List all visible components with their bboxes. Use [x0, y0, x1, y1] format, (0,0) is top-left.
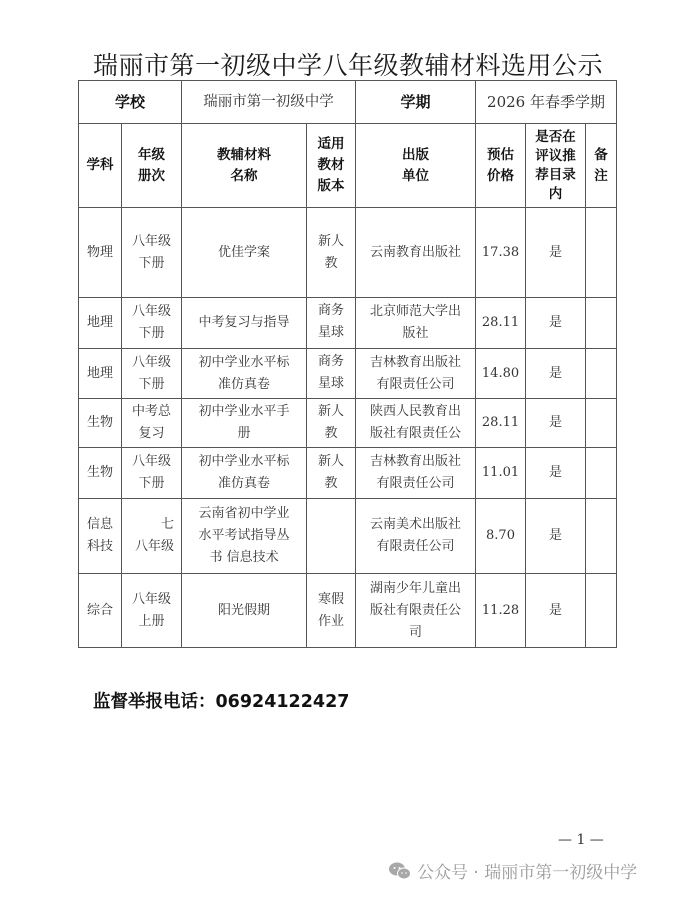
cell-name: 初中学业水平标 准仿真卷 [182, 349, 307, 399]
table-row [79, 349, 617, 399]
cell-note [586, 298, 617, 349]
cell-publisher: 云南美术出版社 有限责任公司 [356, 499, 476, 574]
col-edition: 适用 教材 版本 [307, 124, 356, 208]
cell-note [586, 448, 617, 499]
cell-subject: 地理 [79, 298, 122, 349]
cell-price: 28.11 [476, 298, 526, 349]
cell-subject: 综合 [79, 574, 122, 648]
cell-price: 17.38 [476, 208, 526, 298]
cell-recommended: 是 [526, 349, 586, 399]
school-value: 瑞丽市第一初级中学 [182, 81, 356, 124]
table-row [79, 448, 617, 499]
cell-name: 阳光假期 [182, 574, 307, 648]
cell-subject: 物理 [79, 208, 122, 298]
cell-grade: 八年级 下册 [122, 349, 182, 399]
info-row [79, 81, 617, 124]
cell-edition: 商务 星球 [307, 349, 356, 399]
cell-grade: 八年级 上册 [122, 574, 182, 648]
cell-edition: 新人 教 [307, 208, 356, 298]
cell-note [586, 208, 617, 298]
cell-price: 14.80 [476, 349, 526, 399]
cell-subject: 地理 [79, 349, 122, 399]
cell-price: 11.28 [476, 574, 526, 648]
cell-edition: 新人 教 [307, 448, 356, 499]
wechat-icon [389, 862, 411, 880]
cell-grade: 七 八年级 [122, 499, 182, 574]
cell-edition: 商务 星球 [307, 298, 356, 349]
col-publisher: 出版 单位 [356, 124, 476, 208]
cell-recommended: 是 [526, 298, 586, 349]
column-header-row [79, 124, 617, 208]
col-recommended: 是否在 评议推 荐目录 内 [526, 124, 586, 208]
col-name: 教辅材料 名称 [182, 124, 307, 208]
cell-edition: 寒假 作业 [307, 574, 356, 648]
cell-publisher: 陕西人民教育出 版社有限责任公 [356, 399, 476, 448]
cell-price: 8.70 [476, 499, 526, 574]
cell-name: 初中学业水平标 准仿真卷 [182, 448, 307, 499]
col-price: 预估 价格 [476, 124, 526, 208]
cell-recommended: 是 [526, 208, 586, 298]
cell-note [586, 349, 617, 399]
cell-recommended: 是 [526, 399, 586, 448]
cell-recommended: 是 [526, 574, 586, 648]
col-grade: 年级 册次 [122, 124, 182, 208]
table-row [79, 499, 617, 574]
table-row [79, 208, 617, 298]
cell-grade: 中考总 复习 [122, 399, 182, 448]
page-number: — 1 — [558, 832, 604, 848]
cell-edition: 新人 教 [307, 399, 356, 448]
cell-publisher: 北京师范大学出 版社 [356, 298, 476, 349]
cell-name: 云南省初中学业 水平考试指导丛 书 信息技术 [182, 499, 307, 574]
school-label: 学校 [79, 81, 182, 124]
col-note: 备 注 [586, 124, 617, 208]
col-subject: 学科 [79, 124, 122, 208]
page-title: 瑞丽市第一初级中学八年级教辅材料选用公示 [92, 51, 603, 80]
hotline-text: 监督举报电话：06924122427 [93, 692, 350, 712]
cell-price: 28.11 [476, 399, 526, 448]
cell-subject: 信息 科技 [79, 499, 122, 574]
cell-note [586, 574, 617, 648]
cell-publisher: 吉林教育出版社 有限责任公司 [356, 448, 476, 499]
cell-name: 优佳学案 [182, 208, 307, 298]
table-row [79, 574, 617, 648]
cell-publisher: 湖南少年儿童出 版社有限责任公 司 [356, 574, 476, 648]
cell-recommended: 是 [526, 448, 586, 499]
cell-publisher: 云南教育出版社 [356, 208, 476, 298]
table-row [79, 399, 617, 448]
term-value: 2026 年春季学期 [476, 81, 617, 124]
table-row [79, 298, 617, 349]
materials-table [78, 80, 617, 648]
cell-grade: 八年级 下册 [122, 208, 182, 298]
watermark [389, 858, 637, 883]
cell-note [586, 499, 617, 574]
cell-name: 中考复习与指导 [182, 298, 307, 349]
cell-grade: 八年级 下册 [122, 298, 182, 349]
cell-subject: 生物 [79, 448, 122, 499]
cell-grade: 八年级 下册 [122, 448, 182, 499]
cell-subject: 生物 [79, 399, 122, 448]
term-label: 学期 [356, 81, 476, 124]
cell-recommended: 是 [526, 499, 586, 574]
cell-edition [307, 499, 356, 574]
cell-publisher: 吉林教育出版社 有限责任公司 [356, 349, 476, 399]
cell-note [586, 399, 617, 448]
cell-name: 初中学业水平手 册 [182, 399, 307, 448]
cell-price: 11.01 [476, 448, 526, 499]
watermark-text: 公众号 · 瑞丽市第一初级中学 [417, 863, 638, 883]
